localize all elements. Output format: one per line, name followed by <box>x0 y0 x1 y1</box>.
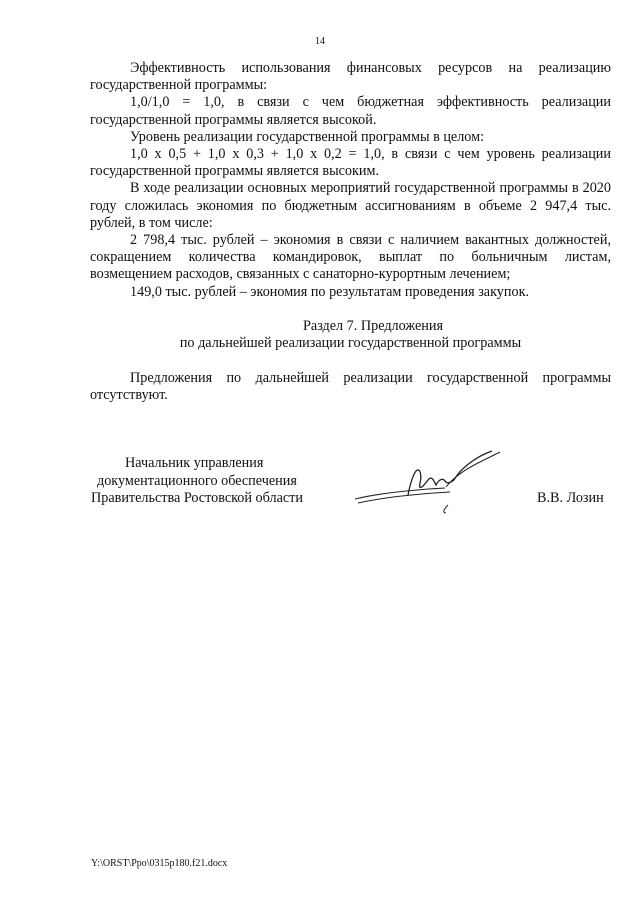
page-number: 14 <box>315 36 325 47</box>
proposals-paragraph: Предложения по дальнейшей реализации государственной программы отсутствуют. <box>90 370 611 404</box>
section-subtitle: по дальнейшей реализации государственной программы <box>179 335 522 352</box>
file-path: Y:\ORST\Ppo\0315p180.f21.docx <box>91 858 228 869</box>
section-heading <box>90 318 611 352</box>
section-title: Раздел 7. Предложения <box>303 318 443 334</box>
paragraph: 1,0 х 0,5 + 1,0 х 0,3 + 1,0 х 0,2 = 1,0, в связи с чем уровень реализации государственной программы является высоким. <box>90 146 611 180</box>
signatory-line: документационного обеспечения <box>97 472 297 489</box>
body-text <box>90 60 611 301</box>
paragraph: Эффективность использования финансовых ресурсов на реализацию государственной программы: <box>90 60 611 94</box>
signatory-name: В.В. Лозин <box>537 490 604 506</box>
paragraph: 2 798,4 тыс. рублей – экономия в связи с наличием вакантных должностей, сокращением количества командировок, выплат по больничным листам, возмещением расходов, связанных с санаторно-курортным лечением; <box>90 232 611 283</box>
signatory-position <box>91 455 303 508</box>
paragraph: 1,0/1,0 = 1,0, в связи с чем бюджетная эффективность реализации государственной программы является высокой. <box>90 94 611 128</box>
paragraph: 149,0 тыс. рублей – экономия по результатам проведения закупок. <box>130 283 530 300</box>
signatory-line: Начальник управления <box>125 455 264 471</box>
handwritten-signature <box>350 447 510 519</box>
signatory-line: Правительства Ростовской области <box>91 490 303 506</box>
paragraph: В ходе реализации основных мероприятий государственной программы в 2020 году сложилась экономия по бюджетным ассигнованиям в объеме 2 947,4 тыс. рублей, в том числе: <box>90 180 611 231</box>
paragraph: Уровень реализации государственной программы в целом: <box>130 128 485 145</box>
